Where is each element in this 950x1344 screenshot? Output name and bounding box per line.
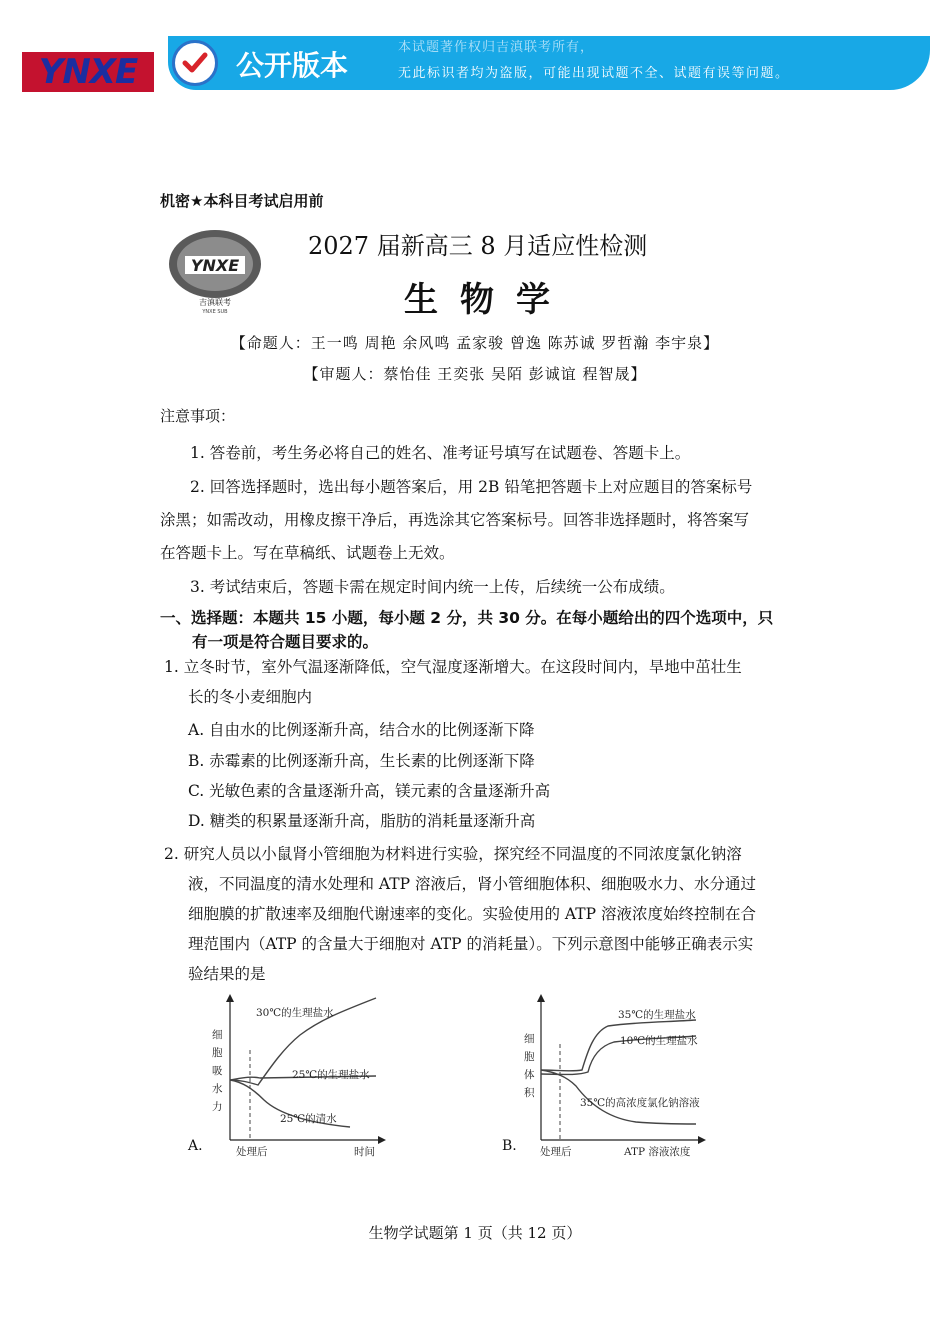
figure-a-ylabel-3: 吸 (212, 1065, 223, 1077)
figure-a-label-25c-water: 25℃的清水 (280, 1113, 337, 1125)
question-2-line3: 细胞膜的扩散速率及细胞代谢速率的变化。实验使用的 ATP 溶液浓度始终控制在合 (188, 905, 756, 923)
banner-note-line1: 本试题著作权归吉滇联考所有， (398, 40, 595, 55)
figure-b-x-arrow (698, 1136, 706, 1144)
figure-b-ylabel-4: 积 (524, 1087, 535, 1099)
question-1-option-a: A. 自由水的比例逐渐升高，结合水的比例逐渐下降 (188, 721, 535, 739)
ynxe-logo: YNXE (22, 52, 154, 92)
figure-b-treatment-label: 处理后 (540, 1146, 572, 1158)
figure-a-diagram (180, 990, 400, 1158)
seal-logo-text: YNXE (190, 256, 240, 275)
seal-caption: 吉滇联考 (199, 298, 231, 307)
exam-title: 2027 届新高三 8 月适应性检测 (308, 232, 648, 260)
figure-a-ylabel-2: 胞 (212, 1047, 223, 1059)
figure-b-label-10c-saline: 10℃的生理盐水 (620, 1035, 698, 1047)
question-1-line1: 1. 立冬时节，室外气温逐渐降低，空气湿度逐渐增大。在这段时间内，旱地中茁壮生 (164, 658, 742, 676)
notice-heading: 注意事项： (160, 407, 236, 425)
notice-item-2-line1: 2. 回答选择题时，选出每小题答案后，用 2B 铅笔把答题卡上对应题目的答案标号 (190, 478, 753, 496)
check-badge-icon (172, 40, 218, 86)
figure-a-ylabel-1: 细 (212, 1029, 223, 1041)
notice-item-2-line2: 涂黑；如需改动，用橡皮擦干净后，再选涂其它答案标号。回答非选择题时，将答案写 (160, 511, 750, 529)
question-1-option-d: D. 糖类的积累量逐渐升高，脂肪的消耗量逐渐升高 (188, 812, 536, 830)
figure-a-y-arrow (226, 994, 234, 1002)
figure-a-xlabel: 时间 (354, 1146, 375, 1158)
question-1-stem (164, 652, 798, 712)
section-heading (160, 606, 800, 654)
figure-a-label-25c-saline: 25℃的生理盐水 (292, 1069, 370, 1081)
figure-a-x-arrow (378, 1136, 386, 1144)
figure-b-y-arrow (537, 994, 545, 1002)
page-footer: 生物学试题第 1 页（共 12 页） (368, 1224, 582, 1242)
question-2-stem (164, 839, 798, 989)
figure-a-ylabel-4: 水 (212, 1083, 223, 1095)
notice-item-2-line3: 在答题卡上。写在草稿纸、试题卷上无效。 (160, 544, 455, 562)
figure-a-ylabel-5: 力 (212, 1101, 223, 1113)
question-2-line1: 2. 研究人员以小鼠肾小管细胞为材料进行实验，探究经不同温度的不同浓度氯化钠溶 (164, 845, 742, 863)
figure-a-label-30c-saline: 30℃的生理盐水 (256, 1007, 334, 1019)
notice-item-1: 1. 答卷前，考生务必将自己的姓名、准考证号填写在试题卷、答题卡上。 (190, 444, 691, 462)
figure-a-treatment-label: 处理后 (236, 1146, 268, 1158)
question-2-line5: 验结果的是 (188, 965, 266, 983)
figure-b-xlabel: ATP 溶液浓度 (624, 1146, 691, 1158)
exam-seal-logo (165, 226, 265, 314)
figure-b-ylabel-3: 体 (524, 1069, 535, 1081)
banner-title: 公开版本 (236, 49, 349, 82)
notice-item-3: 3. 考试结束后，答题卡需在规定时间内统一上传，后续统一公布成绩。 (190, 578, 675, 596)
subject-title: 生物学 (404, 280, 572, 320)
section-heading-line1: 一、选择题：本题共 15 小题，每小题 2 分，共 30 分。在每小题给出的四个选项中，只 (160, 609, 774, 627)
question-1-option-c: C. 光敏色素的含量逐渐升高，镁元素的含量逐渐升高 (188, 782, 551, 800)
question-1-line2: 长的冬小麦细胞内 (188, 688, 313, 706)
question-1-option-b: B. 赤霉素的比例逐渐升高，生长素的比例逐渐下降 (188, 752, 535, 770)
figure-b-option-label: B. (502, 1138, 517, 1154)
seal-subcaption: YNXE SUB (202, 309, 228, 314)
question-2-line2: 液，不同温度的清水处理和 ATP 溶液后，肾小管细胞体积、细胞吸水力、水分通过 (188, 875, 756, 893)
banner-note-line2: 无此标识者均为盗版，可能出现试题不全、试题有误等问题。 (398, 66, 790, 81)
figure-b-diagram (496, 990, 716, 1158)
section-heading-line2: 有一项是符合题目要求的。 (192, 633, 379, 651)
figure-b-ylabel-1: 细 (524, 1033, 535, 1045)
figure-b-ylabel-2: 胞 (524, 1051, 535, 1063)
confidential-label: 机密★本科目考试启用前 (160, 192, 324, 210)
figure-a-option-label: A. (188, 1138, 203, 1154)
reviewers-line: 【审题人：蔡怡佳 王奕张 吴陌 彭诚谊 程智晟】 (303, 365, 647, 383)
figure-b-label-35c-saline: 35℃的生理盐水 (618, 1009, 696, 1021)
question-2-line4: 理范围内（ATP 的含量大于细胞对 ATP 的消耗量）。下列示意图中能够正确表示实 (188, 935, 754, 953)
proposers-line: 【命题人：王一鸣 周艳 余风鸣 孟家骏 曾逸 陈苏诚 罗哲瀚 李宇泉】 (230, 334, 720, 352)
figure-b-label-35c-high-nacl: 35℃的高浓度氯化钠溶液 (580, 1097, 700, 1109)
